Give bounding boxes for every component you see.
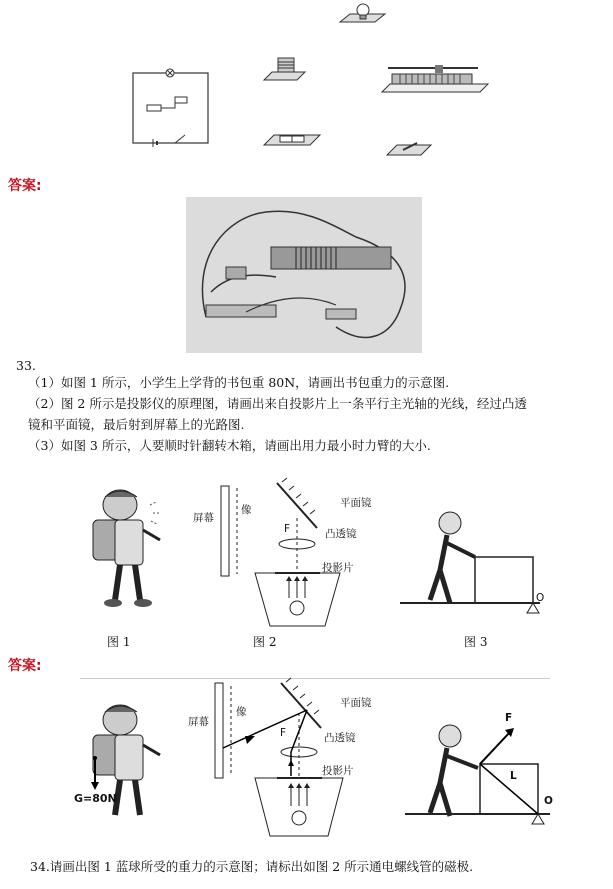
box-push-answer-figure [400, 708, 555, 833]
question-number: 33. [16, 358, 36, 373]
label-focus: F [280, 727, 287, 739]
label-mirror: 平面镜 [340, 497, 372, 509]
label-arm: L [510, 770, 517, 782]
answer-label: 答案: [8, 178, 42, 194]
circuit-answer-photo [186, 197, 422, 353]
label-focus: F [284, 523, 291, 535]
label-lens: 凸透镜 [324, 732, 356, 744]
label-force: F [505, 712, 513, 724]
label-slide: 投影片 [322, 562, 354, 574]
rheostat-component [380, 62, 490, 100]
label-screen: 屏幕 [193, 512, 214, 524]
answer-label: 答案: [8, 658, 42, 674]
label-screen: 屏幕 [188, 716, 209, 728]
box-push-figure [395, 505, 545, 615]
label-gravity: G=80N [74, 792, 117, 805]
label-pivot: O [536, 592, 545, 604]
bulb-component [335, 0, 390, 35]
label-lens: 凸透镜 [325, 528, 357, 540]
question-34: 34.请画出图 1 蓝球所受的重力的示意图；请标出如图 2 所示通电螺线管的磁极. [30, 859, 474, 874]
circuit-diagram [125, 65, 215, 150]
student-figure [85, 485, 180, 610]
label-slide: 投影片 [322, 765, 354, 777]
label-image: 像 [241, 504, 252, 516]
question-line: （1）如图 1 所示，小学生上学背的书包重 80N，请画出书包重力的示意图. [28, 375, 450, 390]
label-pivot: O [544, 795, 553, 807]
question-line: （3）如图 3 所示，人要顺时针翻转木箱，请画出用力最小时力臂的大小. [28, 438, 431, 453]
caption-fig3: 图 3 [464, 635, 488, 649]
caption-fig2: 图 2 [253, 635, 277, 649]
student-answer-figure [75, 700, 185, 825]
question-line: 镜和平面镜，最后射到屏幕上的光路图. [28, 417, 245, 432]
battery-component [262, 125, 322, 150]
label-image: 像 [236, 706, 247, 718]
caption-fig1: 图 1 [107, 635, 131, 649]
label-mirror: 平面镜 [340, 697, 372, 709]
question-line: （2）图 2 所示是投影仪的原理图，请画出来自投影片上一条平行主光轴的光线，经过凸透 [28, 396, 527, 411]
electromagnet-component [262, 52, 307, 87]
switch-component [385, 135, 433, 160]
